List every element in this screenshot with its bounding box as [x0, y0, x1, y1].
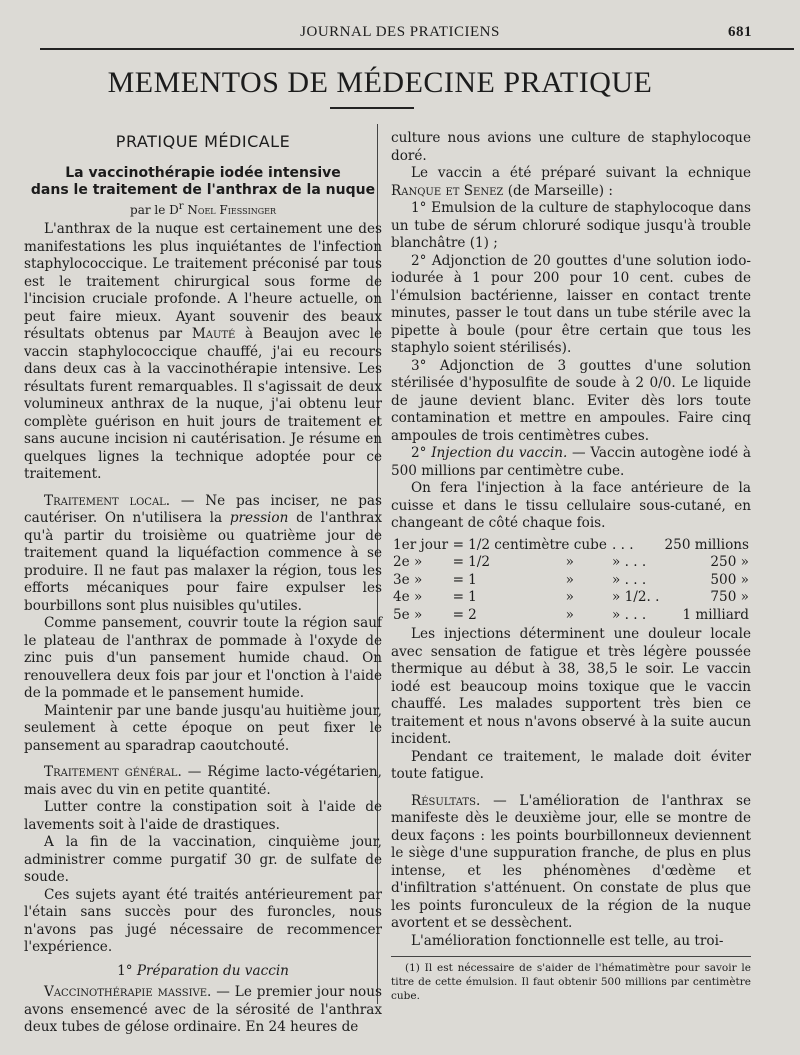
local-treatment-paragraph	[24, 493, 382, 616]
dose-ditto: »	[565, 606, 574, 623]
side-effects-paragraph: Les injections déterminent une douleur locale avec sensation de fatigue et très légère poussée thermique au début à 38, 38,5 le soir. Le vaccin iodé est beaucoup moins toxique que le vaccin chauffé. Les malades supportent très bien ce traitement et nous n'avons observé à la suite aucun incident.	[391, 626, 751, 747]
step-2: 2° Adjonction de 20 gouttes d'une solution iodo-iodurée à 1 pour 200 pour 10 cent. cubes de l'émulsion bactérienne, laisser en contact trente minutes, passer le tout dans un tube stérile avec la pipette à boule (pour être certain que tous les staphylo soient stérilisés).	[391, 252, 751, 356]
header-rule	[40, 48, 794, 50]
tin-paragraph: Ces sujets ayant été traités antérieurement par l'étain sans succès pour des furoncles, nous n'avons pas jugé nécessaire de recommencer l'expérience.	[24, 886, 382, 955]
massive-paragraph	[24, 984, 382, 1037]
dose-day: 2e »	[393, 554, 423, 570]
dose-amount: 500 »	[710, 571, 749, 588]
dose-day: 5e »	[393, 606, 423, 623]
section-heading: PRATIQUE MÉDICALE	[115, 132, 291, 151]
left-column	[24, 126, 382, 1037]
step-3: 3° Adjonction de 3 gouttes d'une solution stérilisée d'hyposulfite de soude à 2 0/0. Le liquide de jaune devient blanc. Eviter dès lors toute contamination et mettre en ampoules. Faire cinq ampoules de trois centimètres cubes.	[391, 357, 751, 444]
results-paragraph	[391, 793, 751, 933]
dose-ditto: »	[565, 571, 574, 588]
general-treatment-paragraph	[24, 764, 382, 799]
local-treatment-heading: Traitement local.	[44, 492, 171, 509]
continuation-paragraph: culture nous avions une culture de staphylocoque doré.	[391, 130, 751, 164]
dose-eq: =	[452, 571, 464, 588]
dose-eq: =	[452, 536, 464, 553]
right-column	[391, 130, 751, 1003]
dose-day: 4e »	[393, 589, 423, 605]
dose-dots: . . .	[611, 536, 634, 553]
constipation-paragraph: Lutter contre la constipation soit à l'aide de lavements soit à l'aide de drastiques.	[24, 799, 382, 833]
general-text: — Régime lacto-végétarien, mais avec du vin en petite quantité.	[24, 764, 382, 798]
dose-volume: 1	[468, 571, 477, 588]
step-1: 1° Emulsion de la culture de staphylocoque dans un tube de sérum chloruré sodique jusqu'à trouble blanchâtre (1) ;	[391, 200, 751, 251]
intro-paragraph	[24, 221, 382, 484]
vaccine-authors: Ranque et Senez	[391, 182, 504, 199]
dose-dots: » . . .	[611, 571, 647, 588]
dose-volume: 1/2	[468, 554, 490, 570]
results-text: — L'amélioration de l'anthrax se manifeste dès le deuxième jour, elle se montre de deux façons : les points bourbillonneux deviennent le siège d'une suppuration franche, de plus en plus intense, et les phénomènes d'œdème et d'infiltration s'atténuent. On constate de plus que les points furonculeux de la région de la nuque avortent et se dessèchent.	[391, 792, 751, 931]
functional-paragraph: L'amélioration fonctionnelle est telle, au troi-	[411, 932, 724, 949]
dressing-paragraph: Comme pansement, couvrir toute la région sauf le plateau de l'anthrax de pommade à l'oxyde de zinc puis d'un pansement humide chaud. On renouvellera deux fois par jour et l'onction à l'aide de la pommade et le pansement humide.	[24, 615, 382, 701]
running-head	[0, 24, 800, 44]
dose-amount: 1 milliard	[682, 606, 749, 623]
dose-dots: » . . .	[611, 606, 647, 623]
injection-paragraph	[391, 445, 751, 480]
dose-row	[391, 589, 751, 607]
preparation-number: 1°	[117, 962, 133, 979]
massive-heading: Vaccinothérapie massive.	[44, 984, 212, 1000]
dose-volume: 2	[468, 606, 477, 623]
preparation-title: Préparation du vaccin	[136, 962, 289, 979]
dose-day: 1er jour	[393, 536, 449, 553]
main-title: MEMENTOS DE MÉDECINE PRATIQUE	[107, 66, 653, 99]
byline-sup: r	[178, 201, 184, 212]
dose-row	[391, 572, 751, 590]
dose-dots: » 1/2. .	[611, 589, 660, 605]
local-text-em: pression	[229, 510, 289, 526]
injection-site-paragraph: On fera l'injection à la face antérieure de la cuisse et dans le tissu cellulaire sous-cutané, en changeant de côté chaque fois.	[391, 480, 751, 531]
intro-text-rest: à Beaujon avec le vaccin staphylococcique chauffé, j'ai eu recours dans deux cas à la vaccinothérapie intensive. Les résultats furent remarquables. Il s'agissait de deux volumineux anthrax de la nuque, j'ai obtenu leur complète guérison en huit jours de traitement et sans aucune incision ni cautérisation. Je résume en quelques lignes la technique adoptée pour ce traitement.	[24, 326, 382, 482]
vaccine-text-b: (de Marseille) :	[507, 182, 613, 199]
injection-text: — Vaccin autogène iodé à 500 millions par centimètre cube.	[391, 445, 751, 479]
preparation-heading	[24, 963, 382, 981]
author-name: Noel Fiessinger	[187, 203, 276, 217]
bandage-paragraph: Maintenir par une bande jusqu'au huitième jour, seulement à cette époque on peut fixer le pansement au sparadrap caoutchouté.	[24, 702, 382, 754]
injection-number: 2°	[411, 445, 427, 461]
dose-row	[391, 537, 751, 555]
footnote-rule	[391, 956, 751, 957]
results-heading: Résultats.	[411, 792, 481, 809]
byline-prefix: par le D	[130, 203, 179, 217]
running-title: JOURNAL DES PRATICIENS	[300, 24, 500, 40]
dose-amount: 750 »	[710, 589, 749, 605]
intro-text: L'anthrax de la nuque est certainement une des manifestations les plus inquiétantes de l'infection staphylococcique. Le traitement préconisé par tous est le traitement chirurgical sous forme de l'incision cruciale profonde. A l'heure actuelle, on peut faire mieux. Ayant souvenir des beaux résultats obtenus par	[24, 221, 382, 342]
dose-ditto: »	[565, 589, 574, 605]
dose-amount: 250 millions	[664, 536, 749, 553]
local-text-a: — Ne pas inciser, ne pas cautériser. On n'utilisera la	[24, 492, 382, 526]
fatigue-paragraph: Pendant ce traitement, le malade doit éviter toute fatigue.	[391, 748, 751, 782]
purgative-paragraph: A la fin de la vaccination, cinquième jour, administrer comme purgatif 30 gr. de sulfate de soude.	[24, 834, 382, 885]
dose-volume: 1	[468, 589, 477, 605]
dose-volume: 1/2 centimètre cube	[468, 536, 607, 553]
article-title-line1: La vaccinothérapie iodée intensive	[65, 165, 341, 181]
dose-row	[391, 607, 751, 625]
dose-eq: =	[452, 554, 464, 570]
dose-ditto: »	[565, 554, 574, 570]
dose-row	[391, 554, 751, 572]
vaccine-text-a: Le vaccin a été préparé suivant la echnique	[411, 165, 751, 181]
footnote: (1) Il est nécessaire de s'aider de l'hématimètre pour savoir le titre de cette émulsion. Il faut obtenir 500 millions par centimètre cube.	[391, 962, 751, 1002]
title-rule	[330, 107, 414, 109]
dose-amount: 250 »	[710, 554, 749, 570]
dose-table	[391, 537, 751, 625]
injection-title: Injection du vaccin.	[431, 445, 568, 461]
dose-day: 3e »	[393, 571, 423, 588]
cited-name: Mauté	[191, 326, 236, 342]
page-number: 681	[728, 24, 752, 40]
byline	[24, 201, 382, 217]
local-text-b: de l'anthrax qu'à partir du troisième ou quatrième jour de traitement quand la liquéfaction commence à se produire. Il ne faut pas malaxer la région, tous les efforts mécaniques pour faire expulser les bourbillons sont plus nuisibles qu'utiles.	[24, 510, 383, 614]
dose-eq: =	[452, 606, 464, 623]
article-title-line2: dans le traitement de l'anthrax de la nuque	[30, 182, 376, 198]
vaccine-paragraph	[391, 165, 751, 200]
general-treatment-heading: Traitement général.	[44, 764, 182, 780]
dose-eq: =	[452, 589, 464, 605]
dose-dots: » . . .	[611, 554, 647, 570]
massive-text: — Le premier jour nous avons ensemencé avec de la sérosité de l'anthrax deux tubes de gélose ordinaire. En 24 heures de	[24, 984, 382, 1035]
